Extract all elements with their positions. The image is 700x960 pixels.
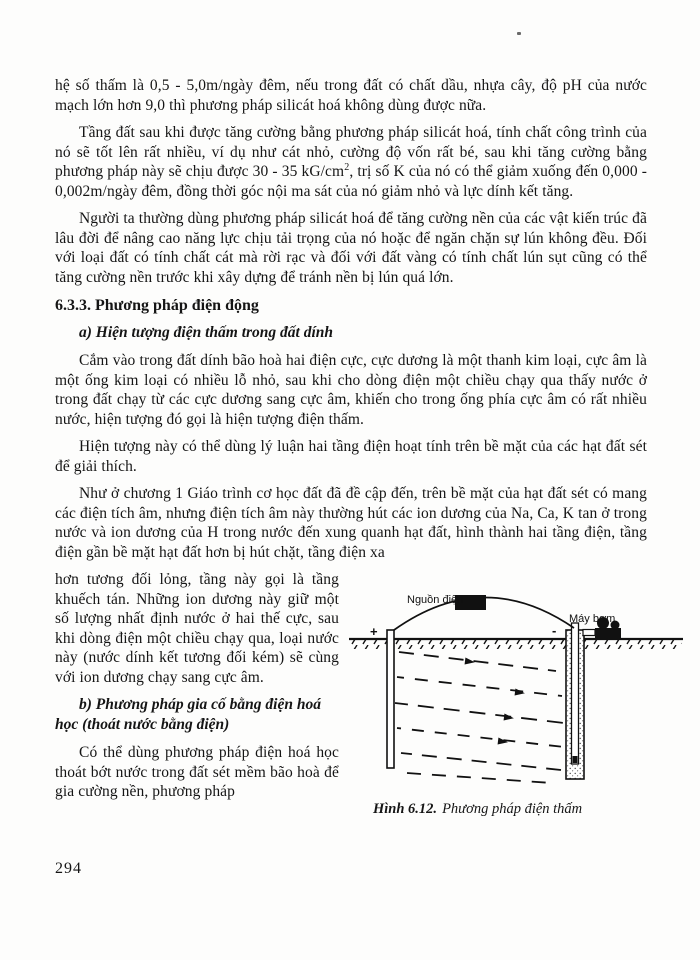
paragraph-text: , trị số K của nó có thể giảm xuống đến 0,000 - 0,002m/ngày đêm, đồng thời góc nội ma sát của nó giảm nhỏ và lực dính kết tăng. xyxy=(55,163,647,200)
cathode-tube-tip xyxy=(573,756,578,763)
water-flow-lines xyxy=(395,652,564,783)
figure-caption xyxy=(373,801,685,818)
superscript-2: 2 xyxy=(344,161,350,173)
scan-artifact-dot xyxy=(517,32,521,35)
power-source-label: Nguồn điện xyxy=(407,594,464,606)
anode-rod xyxy=(387,630,394,768)
section-heading-633: 6.3.3. Phương pháp điện động xyxy=(55,297,259,314)
flow-arrowheads xyxy=(465,658,526,746)
paragraph-silicate-strength xyxy=(55,123,647,201)
figure-column xyxy=(339,570,685,818)
electroosmosis-diagram xyxy=(349,582,685,792)
cathode-inner-tube xyxy=(572,623,579,764)
pump-label: Máy bơm xyxy=(569,613,616,625)
figure-caption-text: Phương pháp điện thấm xyxy=(442,801,583,817)
subsection-heading-a: a) Hiện tượng điện thấm trong đất dính xyxy=(79,324,334,341)
subsection-heading-b: b) Phương pháp gia cố bằng điện hoá học (thoát nước bằng điện) xyxy=(55,696,321,733)
paragraph-permeability: hệ số thấm là 0,5 - 5,0m/ngày đêm, nếu trong đất có chất dầu, nhựa cây, độ pH của nước mạch lớn hơn 9,0 thì phương pháp silicát hoá không dùng được nữa. xyxy=(55,77,647,114)
figure-6-12 xyxy=(349,582,685,818)
ground-hatching xyxy=(350,640,682,649)
figure-caption-number: Hình 6.12. xyxy=(373,801,438,817)
left-text-column xyxy=(55,570,339,810)
paragraph-silicate-usage: Người ta thường dùng phương pháp silicát hoá để tăng cường nền của các vật kiến trúc đã lâu đời để nâng cao năng lực chịu tải trọng của nó hoặc để ngăn chặn sự lún không đều. Đối với loại đất có tính chất cát mà rời rạc và đối với đất vàng có tính chất lún sụt cũng có thể tăng cường nền trước khi xây dựng để tránh nền bị lún quá lớn. xyxy=(55,210,647,286)
plus-sign: + xyxy=(370,624,378,639)
pump-pipe xyxy=(583,630,595,636)
paragraph-ion-layers-continued: hơn tương đối lỏng, tầng này gọi là tầng khuếch tán. Những ion dương này giữ một số lượng nhất định nước ở hai thế cực, sau khi dòng điện một chiều chạy qua, loại nước này (nước dính kết tương đối kém) sẽ cùng với ion dương chạy sang cực âm. xyxy=(55,571,339,686)
paragraph-double-layer-intro: Hiện tượng này có thể dùng lý luận hai tầng điện hoạt tính trên bề mặt của các hạt đất sét để giải thích. xyxy=(55,438,647,475)
paragraph-electrochemical-method: Có thể dùng phương pháp điện hoá học thoát bớt nước trong đất sét mềm bão hoà để gia cường nền, phương pháp xyxy=(55,744,339,800)
page-number: 294 xyxy=(55,860,82,877)
minus-sign: - xyxy=(552,623,557,638)
two-column-section xyxy=(55,570,647,818)
paragraph-ion-layers-wide: Như ở chương 1 Giáo trình cơ học đất đã đề cập đến, trên bề mặt của hạt đất sét có mang các điện tích âm, nhưng điện tích âm này thường hút các ion dương của Na, Ca, K tan ở trong nước và ion dương của H trong nước đến xung quanh hạt đất, hình thành hai tầng điện, tầng điện gần bề mặt hạt đất hơn bị hút chặt, tầng điện xa xyxy=(55,485,647,561)
paragraph-text: Tầng đất sau khi được tăng cường bằng phương pháp silicát hoá, tính chất công trình của nó sẽ tốt lên rất nhiều, ví dụ như cát nhỏ, cường độ vốn rất bé, sau khi tăng cường bằng phương pháp này sẽ chịu được 30 - 35 kG/cm xyxy=(55,124,647,180)
paragraph-electroosmosis-phenomenon: Cắm vào trong đất dính bão hoà hai điện cực, cực dương là một thanh kim loại, cực âm là một ống kim loại có nhiều lỗ nhỏ, sau khi cho dòng điện một chiều chạy qua thấy nước ở trong đất chạy từ các cực dương sang cực âm, khiến cho trong ống phía cực âm có rất nhiều nước, hiện tượng đó gọi là hiện tượng điện thấm. xyxy=(55,352,647,428)
